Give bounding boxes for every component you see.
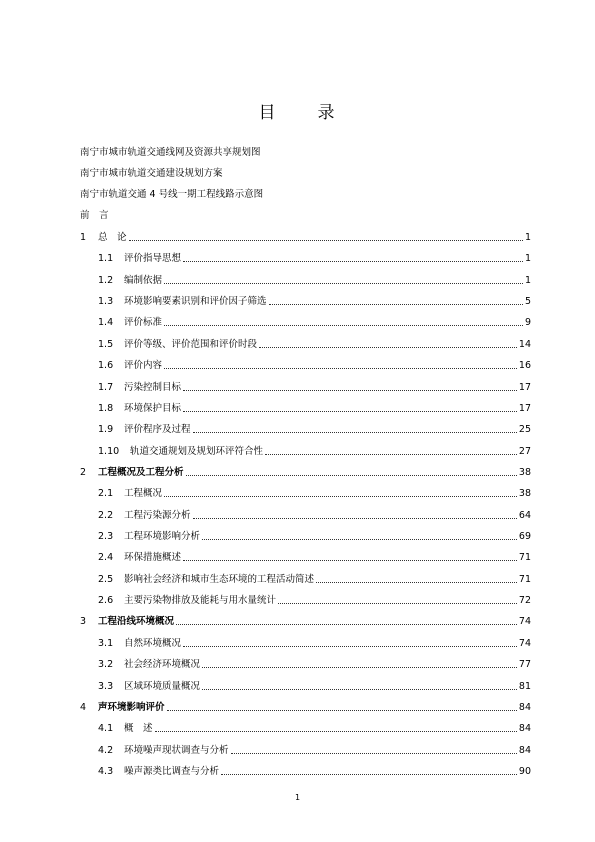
toc-entry-number: 3.2 [98, 659, 114, 671]
dot-leader [221, 774, 517, 775]
toc-entry-page: 69 [518, 531, 531, 543]
toc-entry-page: 38 [518, 488, 531, 500]
dot-leader [183, 560, 517, 561]
toc-entry-page: 25 [518, 424, 531, 436]
toc-entry-number: 4 [80, 701, 87, 713]
toc-entry[interactable] [0, 765, 595, 778]
toc-entry-page: 1 [524, 232, 531, 243]
toc-entry[interactable] [0, 637, 595, 650]
dot-leader [231, 753, 517, 754]
dot-leader [176, 624, 517, 625]
toc-entry-label: 评价内容 [124, 360, 163, 372]
page-number: 1 [294, 793, 301, 802]
toc-entry-label: 污染控制目标 [124, 381, 182, 393]
toc-entry-label: 环境噪声现状调查与分析 [124, 744, 229, 756]
dot-leader [164, 368, 517, 369]
toc-entry-page: 74 [518, 637, 531, 649]
toc-entry-number: 3.3 [98, 680, 114, 692]
toc-entry-label: 噪声源类比调查与分析 [124, 766, 220, 777]
toc-entry-page: 71 [518, 573, 531, 585]
toc-entry[interactable] [0, 658, 595, 671]
dot-leader [193, 432, 517, 433]
title-char-2: 录 [317, 103, 337, 123]
toc-entry[interactable] [0, 381, 595, 394]
toc-entry[interactable] [0, 573, 595, 586]
toc-entry-number: 1.10 [98, 445, 120, 457]
toc-entry-label: 轨道交通规划及规划环评符合性 [130, 445, 264, 457]
toc-entry-number: 1.4 [98, 317, 114, 329]
toc-entry-label: 影响社会经济和城市生态环境的工程活动简述 [124, 573, 315, 585]
toc-entry-label: 主要污染物排放及能耗与用水量统计 [124, 595, 277, 607]
toc-entry-label: 工程环境影响分析 [124, 531, 201, 543]
toc-entry-page: 14 [518, 338, 531, 350]
toc-entry-number: 1.6 [98, 360, 114, 372]
toc-entry-page: 74 [518, 616, 531, 628]
toc-entry[interactable] [0, 466, 595, 479]
toc-entry[interactable] [0, 701, 595, 714]
intro-line: 南宁市城市轨道交通线网及资源共享规划图 [80, 147, 261, 158]
toc-entry-label: 声环境影响评价 [98, 701, 165, 713]
toc-entry-number: 1.9 [98, 424, 114, 436]
toc-entry-label: 社会经济环境概况 [124, 659, 201, 671]
toc-entry-label: 工程概况 [124, 488, 163, 500]
toc-entry-number: 2.4 [98, 552, 114, 564]
toc-entry-label: 环保措施概述 [124, 552, 182, 564]
toc-entry-number: 2 [80, 466, 87, 478]
toc-entry-page: 71 [518, 552, 531, 564]
toc-entry-page: 72 [518, 595, 531, 607]
toc-entry-number: 2.5 [98, 573, 114, 585]
dot-leader [202, 689, 517, 690]
dot-leader [193, 518, 517, 519]
dot-leader [202, 667, 517, 668]
dot-leader [265, 454, 517, 455]
dot-leader [167, 710, 517, 711]
toc-entry-page: 77 [518, 659, 531, 671]
toc-entry-label: 环境影响要素识别和评价因子筛选 [124, 296, 267, 308]
dot-leader [259, 347, 517, 348]
toc-entry[interactable] [0, 252, 595, 265]
toc-entry-label: 环境保护目标 [124, 402, 182, 414]
toc-entry-label: 工程污染源分析 [124, 509, 191, 521]
intro-line: 南宁市城市轨道交通建设规划方案 [80, 168, 223, 179]
toc-entry-number: 2.6 [98, 595, 114, 607]
toc-entry[interactable] [0, 615, 595, 628]
dot-leader [183, 261, 523, 262]
toc-entry-number: 1.5 [98, 338, 114, 350]
toc-entry-number: 4.1 [98, 723, 114, 735]
toc-entry-page: 1 [524, 253, 531, 265]
toc-entry[interactable] [0, 744, 595, 757]
toc-entry-label: 总 论 [98, 232, 127, 243]
toc-entry-label: 自然环境概况 [124, 637, 182, 649]
toc-entry[interactable] [0, 680, 595, 693]
toc-entry-number: 2.2 [98, 509, 114, 521]
dot-leader [164, 283, 523, 284]
toc-entry-page: 64 [518, 509, 531, 521]
toc-entry-number: 4.3 [98, 766, 114, 777]
toc-entry-page: 27 [518, 445, 531, 457]
toc-entry[interactable] [0, 423, 595, 436]
toc-entry[interactable] [0, 594, 595, 607]
title-char-1: 目 [258, 103, 278, 123]
dot-leader [164, 325, 523, 326]
dot-leader [269, 304, 523, 305]
toc-entry-label: 概 述 [124, 723, 153, 735]
toc-entry-page: 90 [518, 766, 531, 777]
toc-entry-label: 区域环境质量概况 [124, 680, 201, 692]
intro-line: 南宁市轨道交通 4 号线一期工程线路示意图 [80, 189, 264, 200]
toc-entry-label: 编制依据 [124, 274, 163, 286]
toc-entry[interactable] [0, 359, 595, 372]
toc-entry-number: 4.2 [98, 744, 114, 756]
toc-entry-number: 1.7 [98, 381, 114, 393]
toc-entry-number: 3 [80, 616, 87, 628]
toc-entry[interactable] [0, 274, 595, 287]
intro-line: 前 言 [80, 210, 109, 221]
toc-entry-number: 2.1 [98, 488, 114, 500]
toc-entry[interactable] [0, 551, 595, 564]
toc-entry-label: 评价程序及过程 [124, 424, 191, 436]
dot-leader [129, 240, 523, 241]
toc-entry-page: 17 [518, 381, 531, 393]
toc-entry-number: 3.1 [98, 637, 114, 649]
toc-entry-page: 84 [518, 744, 531, 756]
toc-entry[interactable] [0, 445, 595, 458]
dot-leader [183, 646, 517, 647]
toc-entry-number: 1.3 [98, 296, 114, 308]
dot-leader [186, 475, 517, 476]
dot-leader [183, 390, 517, 391]
dot-leader [278, 603, 517, 604]
dot-leader [164, 496, 517, 497]
toc-entry[interactable] [0, 509, 595, 522]
dot-leader [316, 582, 517, 583]
dot-leader [183, 411, 517, 412]
toc-entry-number: 1 [80, 232, 87, 243]
toc-entry-page: 9 [524, 317, 531, 329]
toc-entry-page: 81 [518, 680, 531, 692]
toc-entry[interactable] [0, 316, 595, 329]
page-title [0, 98, 595, 123]
toc-entry-label: 工程概况及工程分析 [98, 466, 184, 478]
toc-entry[interactable] [0, 295, 595, 308]
toc-entry-label: 评价等级、评价范围和评价时段 [124, 338, 258, 350]
toc-entry-page: 1 [524, 274, 531, 286]
toc-entry-label: 评价指导思想 [124, 253, 182, 265]
toc-entry[interactable] [0, 231, 595, 244]
toc-entry[interactable] [0, 530, 595, 543]
toc-entry[interactable] [0, 487, 595, 500]
toc-entry-number: 1.2 [98, 274, 114, 286]
toc-entry-page: 16 [518, 360, 531, 372]
toc-entry-page: 5 [524, 296, 531, 308]
toc-entry[interactable] [0, 722, 595, 735]
toc-entry[interactable] [0, 402, 595, 415]
toc-entry-number: 1.1 [98, 253, 114, 265]
dot-leader [155, 731, 517, 732]
toc-entry-page: 84 [518, 701, 531, 713]
toc-entry-page: 84 [518, 723, 531, 735]
dot-leader [202, 539, 517, 540]
toc-entry-label: 工程沿线环境概况 [98, 616, 175, 628]
toc-entry[interactable] [0, 338, 595, 351]
toc-entry-label: 评价标准 [124, 317, 163, 329]
toc-entry-number: 1.8 [98, 402, 114, 414]
toc-entry-number: 2.3 [98, 531, 114, 543]
toc-entry-page: 38 [518, 466, 531, 478]
toc-entry-page: 17 [518, 402, 531, 414]
